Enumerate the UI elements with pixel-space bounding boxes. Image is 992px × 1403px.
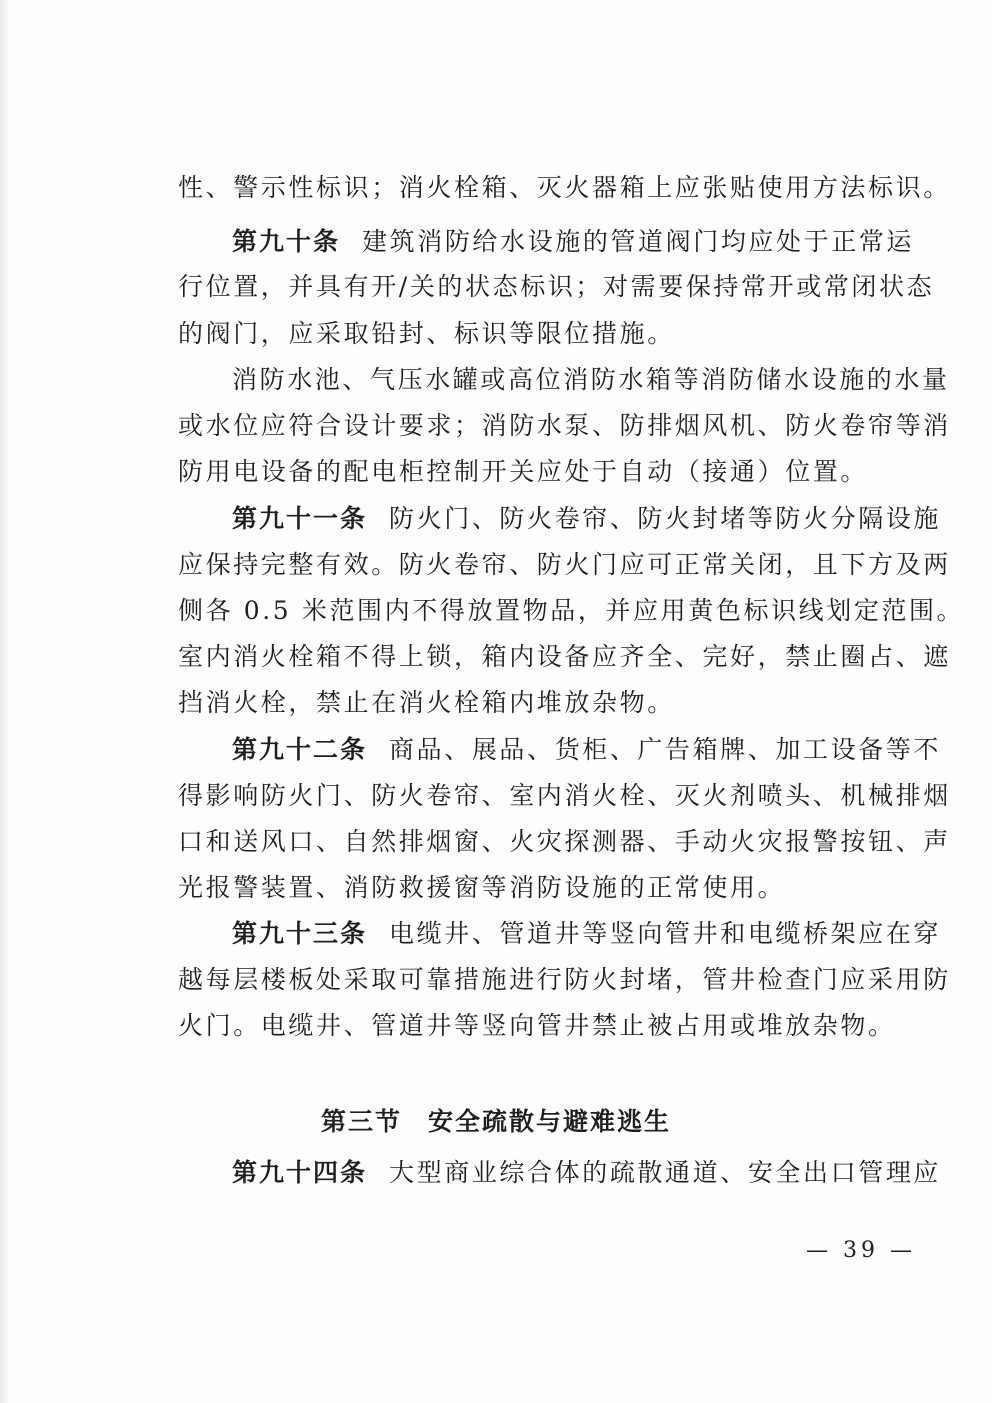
text-line (178, 826, 951, 858)
line-text: 口和送风口、自然排烟窗、火灾探测器、手动火灾报警按钮、声 (178, 827, 951, 856)
article-title: 第九十三条 (232, 919, 368, 948)
article-90-heading-line (232, 226, 918, 258)
text-line (178, 456, 918, 488)
line-text: 商品、展品、货柜、广告箱牌、加工设备等不 (389, 735, 942, 764)
text-line (178, 872, 918, 904)
line-text: 火门。电缆井、管道井等竖向管井禁止被占用或堆放杂物。 (178, 1011, 896, 1040)
text-line (178, 549, 951, 581)
text-line (178, 687, 918, 719)
article-91-heading-line (232, 503, 942, 535)
scan-edge-shadow (0, 0, 10, 1403)
line-text: 行位置，并具有开/关的状态标识；对需要保持常开或常闭状态 (178, 272, 935, 301)
text-line (178, 318, 918, 350)
line-text: 建筑消防给水设施的管道阀门均应处于正常运 (362, 227, 915, 256)
text-line (178, 410, 951, 442)
line-text: 防用电设备的配电柜控制开关应处于自动（接通）位置。 (178, 457, 869, 486)
line-text: 的阀门，应采取铅封、标识等限位措施。 (178, 319, 675, 348)
line-text: 越每层楼板处采取可靠措施进行防火封堵，管井检查门应采用防 (178, 965, 951, 994)
section-name: 安全疏散与避难逃生 (428, 1107, 672, 1136)
line-text: 或水位应符合设计要求；消防水泵、防排烟风机、防火卷帘等消 (178, 411, 951, 440)
text-line (178, 964, 951, 996)
line-text: 大型商业综合体的疏散通道、安全出口管理应 (389, 1158, 942, 1187)
text-line (178, 595, 965, 627)
article-92-heading-line (232, 734, 942, 766)
line-text: 光报警装置、消防救援窗等消防设施的正常使用。 (178, 873, 786, 902)
article-94-heading-line (232, 1157, 942, 1189)
line-text: 室内消火栓箱不得上锁，箱内设备应齐全、完好，禁止圈占、遮 (178, 642, 951, 671)
article-93-heading-line (232, 918, 942, 950)
line-text: 防火门、防火卷帘、防火封堵等防火分隔设施 (389, 504, 942, 533)
section-number: 第三节 (320, 1107, 402, 1136)
line-text: 性、警示性标识；消火栓箱、灭火器箱上应张贴使用方法标识。 (178, 173, 951, 202)
line-text: 应保持完整有效。防火卷帘、防火门应可正常关闭，且下方及两 (178, 550, 951, 579)
line-text: 侧各 0.5 米范围内不得放置物品，并应用黄色标识线划定范围。 (178, 596, 965, 625)
line-text: 得影响防火门、防火卷帘、室内消火栓、灭火剂喷头、机械排烟 (178, 781, 951, 810)
article-title: 第九十二条 (232, 735, 368, 764)
text-line (178, 641, 951, 673)
line-text: 挡消火栓，禁止在消火栓箱内堆放杂物。 (178, 688, 675, 717)
text-line (178, 271, 935, 303)
line-text: 电缆井、管道井等竖向管井和电缆桥架应在穿 (389, 919, 942, 948)
page-number: — 39 — (806, 1238, 916, 1263)
article-title: 第九十一条 (232, 504, 368, 533)
text-line (178, 780, 951, 812)
section-heading (0, 1106, 992, 1138)
text-line (178, 1010, 918, 1042)
text-line (232, 364, 950, 396)
text-line (178, 172, 951, 204)
line-text: 消防水池、气压水罐或高位消防水箱等消防储水设施的水量 (232, 365, 950, 394)
article-title: 第九十四条 (232, 1158, 368, 1187)
article-title: 第九十条 (232, 227, 341, 256)
